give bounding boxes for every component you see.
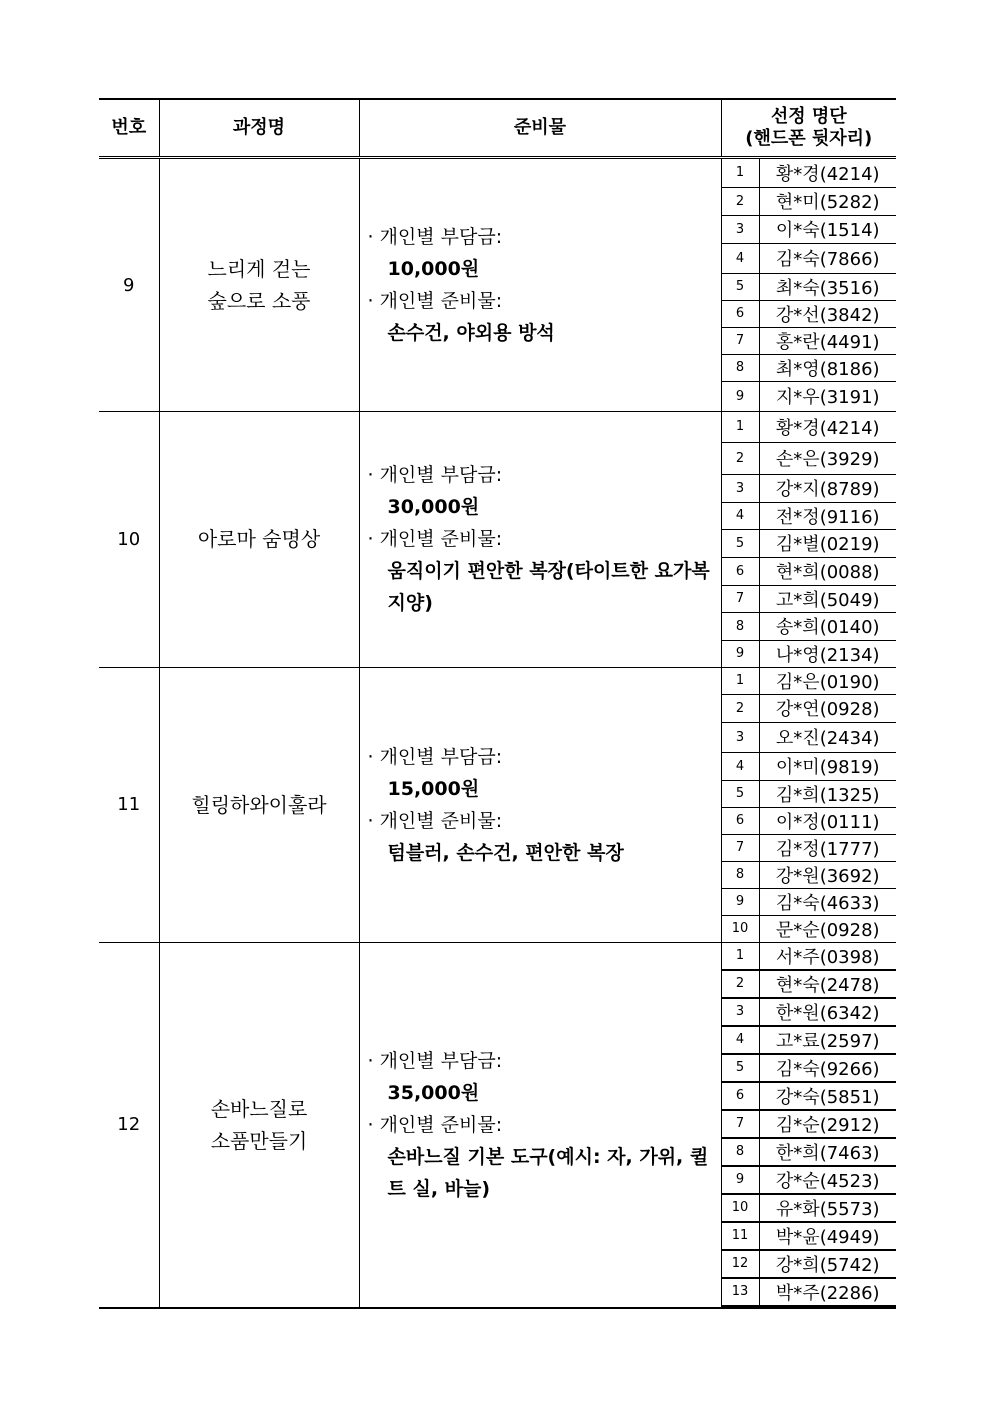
person-index: 1 <box>722 943 760 970</box>
person-index: 7 <box>722 327 760 354</box>
list-item <box>722 752 897 780</box>
list-item <box>722 1194 897 1222</box>
course-name <box>159 412 359 668</box>
selected-people-list <box>722 159 897 411</box>
list-item <box>722 1082 897 1110</box>
items-list: 손수건, 야외용 방석 <box>387 322 555 344</box>
person-index: 13 <box>722 1278 760 1306</box>
person-name: 김*별(0219) <box>759 529 896 557</box>
list-item <box>722 694 897 722</box>
person-index: 9 <box>722 888 760 915</box>
course-name <box>159 667 359 942</box>
person-index: 6 <box>722 300 760 327</box>
person-name: 현*숙(2478) <box>759 970 896 998</box>
person-name: 강*순(4523) <box>759 1166 896 1194</box>
person-name: 강*선(3842) <box>759 300 896 327</box>
fee-label: · 개인별 부담금: <box>367 226 503 248</box>
person-index: 10 <box>722 1194 760 1222</box>
selected-people <box>721 942 896 1308</box>
course-row <box>99 412 896 668</box>
course-name-line: 소품만들기 <box>210 1128 308 1153</box>
person-index: 1 <box>722 159 760 187</box>
fee-amount: 30,000원 <box>387 496 480 519</box>
course-row <box>99 158 896 412</box>
person-index: 9 <box>722 640 760 667</box>
list-item <box>722 834 897 861</box>
course-number: 9 <box>99 158 159 412</box>
person-index: 4 <box>722 1026 760 1054</box>
table-header-row <box>99 99 896 158</box>
list-item <box>722 300 897 327</box>
person-index: 4 <box>722 243 760 273</box>
person-name: 한*원(6342) <box>759 998 896 1026</box>
header-selected <box>721 99 896 158</box>
header-selected-line1: 선정 명단 <box>770 106 847 127</box>
course-name-line: 힐링하와이훌라 <box>191 792 327 817</box>
person-name: 김*정(1777) <box>759 834 896 861</box>
person-name: 나*영(2134) <box>775 644 880 666</box>
person-name: 이*숙(1514) <box>759 215 896 243</box>
list-item <box>722 354 897 381</box>
list-item <box>722 187 897 215</box>
person-name: 유*화(5573) <box>759 1194 896 1222</box>
items-list: 텀블러, 손수건, 편안한 복장 <box>387 841 624 864</box>
person-name: 강*숙(5851) <box>759 1082 896 1110</box>
selected-people <box>721 412 896 668</box>
fee-label: · 개인별 부담금: <box>367 464 503 487</box>
selected-people <box>721 158 896 412</box>
person-name: 현*희(0088) <box>759 557 896 585</box>
list-item <box>722 159 897 187</box>
person-name: 홍*란(4491) <box>759 327 896 354</box>
list-item <box>722 640 897 667</box>
person-index: 7 <box>722 585 760 612</box>
person-name: 강*희(5742) <box>759 1250 896 1278</box>
person-name: 강*연(0928) <box>759 694 896 722</box>
list-item <box>722 780 897 807</box>
person-name: 이*정(0111) <box>759 807 896 834</box>
person-name: 김*은(0190) <box>759 668 896 695</box>
header-number: 번호 <box>99 99 159 158</box>
course-name-line: 손바느질로 <box>210 1096 308 1121</box>
list-item <box>722 474 897 502</box>
person-name: 고*희(5049) <box>759 585 896 612</box>
person-name: 이*미(9819) <box>759 752 896 780</box>
person-index: 8 <box>722 1138 760 1166</box>
list-item <box>722 807 897 834</box>
course-supplies <box>359 942 721 1308</box>
course-supplies <box>359 412 721 668</box>
person-index: 1 <box>722 668 760 695</box>
list-item <box>722 612 897 640</box>
items-list: 움직이기 편안한 복장(타이트한 요가복 지양) <box>387 560 710 615</box>
list-item <box>722 502 897 529</box>
course-supplies <box>359 158 721 412</box>
header-course: 과정명 <box>159 99 359 158</box>
course-name-line: 느리게 걷는 <box>207 257 311 281</box>
person-index: 5 <box>722 529 760 557</box>
person-index: 2 <box>722 694 760 722</box>
course-name <box>159 942 359 1308</box>
selection-list-document <box>99 98 896 1309</box>
selected-people <box>721 667 896 942</box>
person-name: 김*순(2912) <box>759 1110 896 1138</box>
list-item <box>722 1250 897 1278</box>
list-item <box>722 215 897 243</box>
list-item <box>722 943 897 970</box>
person-index: 5 <box>722 1054 760 1082</box>
course-row <box>99 942 896 1308</box>
person-name: 고*료(2597) <box>759 1026 896 1054</box>
course-number: 10 <box>99 412 159 668</box>
person-index: 9 <box>722 1166 760 1194</box>
fee-amount: 10,000원 <box>387 258 480 280</box>
course-selection-table <box>99 98 896 1309</box>
person-index: 7 <box>722 1110 760 1138</box>
person-index: 10 <box>722 915 760 942</box>
list-item <box>722 888 897 915</box>
person-index: 5 <box>722 273 760 300</box>
person-index: 4 <box>722 752 760 780</box>
person-name: 황*경(4214) <box>759 159 896 187</box>
list-item <box>722 381 897 411</box>
person-name: 송*희(0140) <box>759 612 896 640</box>
person-index: 4 <box>722 502 760 529</box>
list-item <box>722 1278 897 1306</box>
person-index: 6 <box>722 1082 760 1110</box>
person-index: 2 <box>722 187 760 215</box>
list-item <box>722 243 897 273</box>
list-item <box>722 557 897 585</box>
person-name: 전*정(9116) <box>759 502 896 529</box>
fee-amount: 35,000원 <box>387 1081 480 1104</box>
items-label: · 개인별 준비물: <box>367 528 503 551</box>
person-index: 8 <box>722 612 760 640</box>
list-item <box>722 1026 897 1054</box>
person-name: 강*원(3692) <box>759 861 896 888</box>
list-item <box>722 1110 897 1138</box>
selected-people-list <box>722 412 897 667</box>
person-name: 오*진(2434) <box>759 722 896 752</box>
course-number: 12 <box>99 942 159 1308</box>
header-selected-line2: (핸드폰 뒷자리) <box>745 128 873 149</box>
person-index: 8 <box>722 354 760 381</box>
list-item <box>722 998 897 1026</box>
list-item <box>722 915 897 942</box>
person-name: 최*숙(3516) <box>759 273 896 300</box>
list-item <box>722 861 897 888</box>
person-index: 11 <box>722 1222 760 1250</box>
list-item <box>722 1054 897 1082</box>
person-name: 김*숙(9266) <box>759 1054 896 1082</box>
person-name: 한*희(7463) <box>759 1138 896 1166</box>
course-supplies <box>359 667 721 942</box>
list-item <box>722 529 897 557</box>
person-index: 3 <box>722 474 760 502</box>
fee-label: · 개인별 부담금: <box>367 745 503 768</box>
items-label: · 개인별 준비물: <box>367 809 503 832</box>
person-name: 박*주(2286) <box>759 1278 896 1306</box>
person-index: 9 <box>722 381 760 411</box>
list-item <box>722 585 897 612</box>
person-name: 김*희(1325) <box>759 780 896 807</box>
list-item <box>722 1222 897 1250</box>
list-item <box>722 722 897 752</box>
person-name: 현*미(5282) <box>759 187 896 215</box>
person-index: 7 <box>722 834 760 861</box>
selected-people-list <box>722 668 897 942</box>
person-name: 최*영(8186) <box>759 354 896 381</box>
list-item <box>722 1138 897 1166</box>
person-index: 1 <box>722 412 760 442</box>
person-index: 3 <box>722 998 760 1026</box>
person-name: 손*은(3929) <box>759 442 896 474</box>
selected-people-list <box>722 943 897 1307</box>
list-item <box>722 412 897 442</box>
list-item <box>722 1166 897 1194</box>
course-number: 11 <box>99 667 159 942</box>
list-item <box>722 273 897 300</box>
fee-label: · 개인별 부담금: <box>367 1049 503 1072</box>
items-label: · 개인별 준비물: <box>367 1113 503 1136</box>
person-index: 3 <box>722 215 760 243</box>
items-list: 손바느질 기본 도구(예시: 자, 가위, 퀼트 실, 바늘) <box>387 1145 709 1200</box>
person-name: 지*우(3191) <box>775 387 880 409</box>
person-index: 3 <box>722 722 760 752</box>
fee-amount: 15,000원 <box>387 777 480 800</box>
person-index: 8 <box>722 861 760 888</box>
course-name-line: 숲으로 소풍 <box>207 289 311 313</box>
person-index: 2 <box>722 970 760 998</box>
person-index: 2 <box>722 442 760 474</box>
list-item <box>722 668 897 695</box>
course-name <box>159 158 359 412</box>
header-supplies: 준비물 <box>359 99 721 158</box>
person-name: 김*숙(4633) <box>759 888 896 915</box>
list-item <box>722 442 897 474</box>
list-item <box>722 327 897 354</box>
person-index: 6 <box>722 557 760 585</box>
person-index: 5 <box>722 780 760 807</box>
course-name-line: 아로마 숨명상 <box>197 527 321 552</box>
person-name: 서*주(0398) <box>759 943 896 970</box>
person-index: 6 <box>722 807 760 834</box>
list-item <box>722 970 897 998</box>
items-label: · 개인별 준비물: <box>367 290 503 312</box>
person-index: 12 <box>722 1250 760 1278</box>
person-name: 박*윤(4949) <box>759 1222 896 1250</box>
person-name: 김*숙(7866) <box>759 243 896 273</box>
course-row <box>99 667 896 942</box>
person-name: 황*경(4214) <box>759 412 896 442</box>
person-name: 문*순(0928) <box>775 919 880 941</box>
person-name: 강*지(8789) <box>759 474 896 502</box>
